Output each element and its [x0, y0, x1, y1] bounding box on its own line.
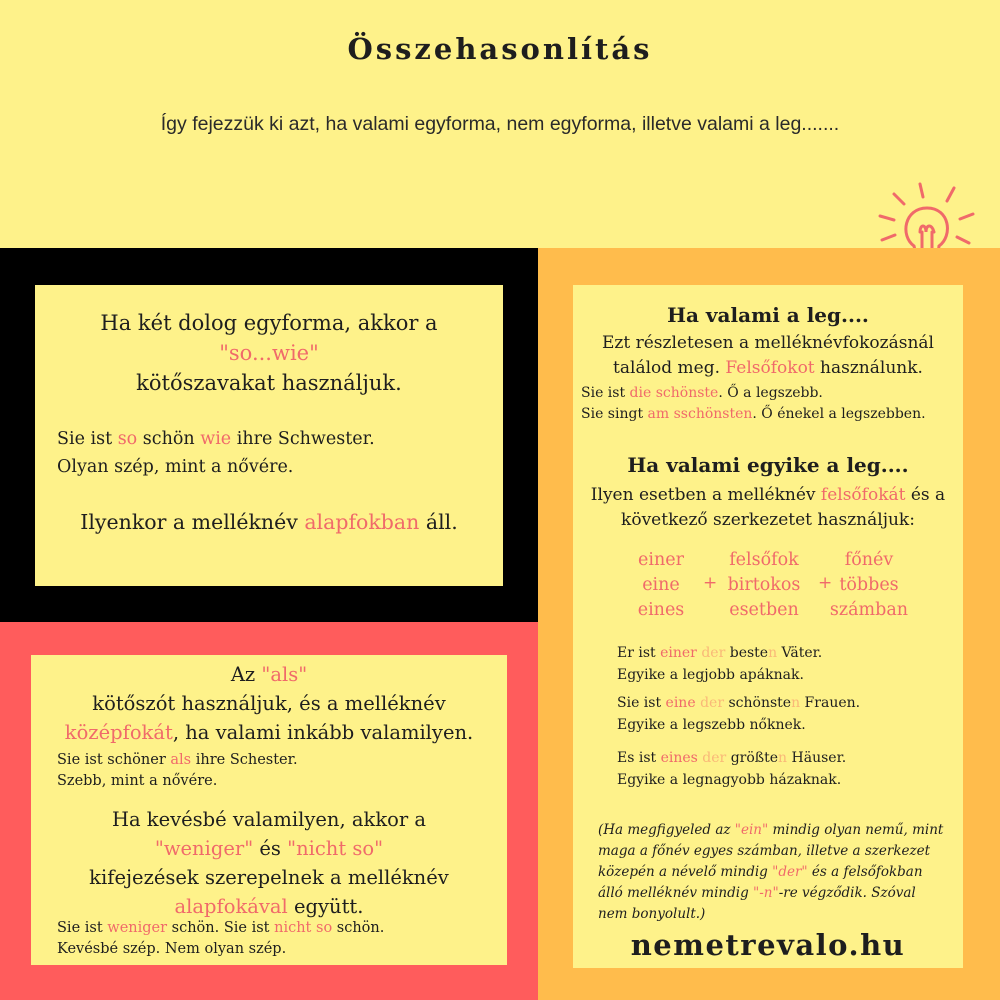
card3-example3-de: Es ist eines der größten Häuser.	[617, 750, 847, 766]
card3-note: (Ha megfigyeled az "ein" mindig olyan nemű, mint maga a főnév egyes számban, illetve a szerkezet közepén a névelő mindig "der" és a felsőfokban álló melléknév mindig "-n"-re végződik. Szóval nem bonyolult.)	[598, 822, 944, 922]
card3-example2-de: Sie ist eine der schönsten Frauen.	[617, 695, 861, 711]
card3-example1-hu: Egyike a legjobb apáknak.	[617, 667, 804, 683]
card3-para1: Ezt részletesen a melléknévfokozásnál	[602, 333, 934, 353]
plus-sign-2: +	[818, 573, 833, 593]
superlative-card	[573, 285, 963, 968]
card3-example1-de: Er ist einer der besten Väter.	[617, 645, 823, 661]
card3-para4: következő szerkezetet használjuk:	[621, 510, 915, 530]
card2-example1-hu: Szebb, mint a nővére.	[57, 773, 218, 789]
card2-example2-de: Sie ist weniger schön. Sie ist nicht so schön.	[57, 920, 385, 936]
card2-line3: középfokát, ha valami inkább valamilyen.	[64, 721, 474, 744]
card1-example-de: Sie ist so schön wie ihre Schwester.	[57, 429, 375, 449]
card2-line7: alapfokával együtt.	[174, 895, 364, 918]
card2-example1-de: Sie ist schöner als ihre Schester.	[57, 752, 298, 768]
card3-para2: találod meg. Felsőfokot használunk.	[613, 358, 923, 378]
card2-line2: kötőszót használjuk, és a melléknév	[92, 692, 446, 715]
structure-article-column: einer eine eines	[637, 550, 685, 620]
card1-line2: "so...wie"	[219, 341, 319, 365]
card3-heading2: Ha valami egyike a leg....	[627, 453, 909, 477]
card2-line5: "weniger" és "nicht so"	[154, 837, 384, 860]
site-logo-text: nemetrevalo.hu	[630, 928, 906, 962]
card2-example2-hu: Kevésbé szép. Nem olyan szép.	[57, 941, 287, 957]
so-wie-card	[35, 285, 503, 586]
plus-sign-1: +	[703, 573, 718, 593]
card2-line6: kifejezések szerepelnek a melléknév	[89, 866, 449, 889]
card1-line3: kötőszavakat használjuk.	[136, 371, 402, 395]
card3-sentence2: Sie singt am sschönsten. Ő énekel a legszebben.	[581, 406, 926, 422]
card2-line1: Az "als"	[230, 663, 308, 686]
card1-example-hu: Olyan szép, mint a nővére.	[57, 457, 294, 477]
card3-example3-hu: Egyike a legnagyobb házaknak.	[617, 772, 842, 788]
card3-heading1: Ha valami a leg....	[667, 303, 869, 327]
structure-noun-column: főnév többes számban	[829, 550, 909, 620]
card2-line4: Ha kevésbé valamilyen, akkor a	[111, 808, 427, 831]
card1-line1: Ha két dolog egyforma, akkor a	[100, 311, 438, 335]
card1-footer: Ilyenkor a melléknév alapfokban áll.	[80, 510, 458, 534]
als-card	[31, 655, 507, 965]
card3-sentence1: Sie ist die schönste. Ő a legszebb.	[581, 385, 823, 401]
card3-example2-hu: Egyike a legszebb nőknek.	[617, 717, 806, 733]
page-title: Összehasonlítás	[347, 32, 653, 66]
structure-adjective-column: felsőfok birtokos esetben	[727, 550, 801, 620]
card3-para3: Ilyen esetben a melléknév felsőfokát és a	[590, 485, 946, 505]
page-subtitle: Így fejezzük ki azt, ha valami egyforma, nem egyforma, illetve valami a leg.......	[160, 113, 840, 135]
